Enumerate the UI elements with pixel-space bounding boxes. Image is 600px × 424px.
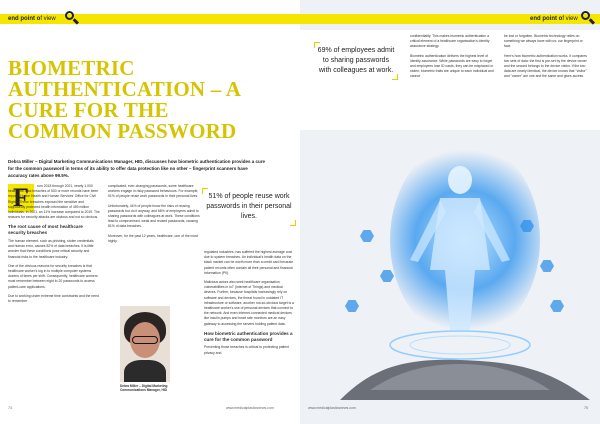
rcol2-paragraph-1: be lost or forgotten. Biometric technology relies on something we always have with us: our fingerprint or face. — [504, 34, 583, 49]
brand-suffix: f view — [40, 16, 56, 22]
col1-paragraph-3: One of the obvious reasons for security breaches is that healthcare worker's log in to multiple computer systems dozens of times per shift. Consequently, healthcare workers must remember between eight to 20 passwords to access patient-care applications. — [8, 263, 98, 289]
column-2 — [108, 184, 200, 248]
col1-paragraph-4: Due to working under extreme time constraints and the need to remember — [8, 293, 99, 304]
brand-prefix: end point o — [8, 16, 41, 22]
col3-paragraph-3: Preventing those breaches is critical to protecting patient privacy and — [204, 345, 290, 355]
rcol1-paragraph-2: Biometric authentication delivers the highest level of identity assurance. While passwords are easy to forget and employees lose ID cards, they can be misplaced or stolen; biometric traits are unique to each individual and cannot — [410, 53, 494, 79]
magnifier-icon — [64, 10, 80, 26]
right-column-1 — [410, 34, 494, 84]
drop-cap: F — [8, 184, 34, 212]
article-title: BIOMETRIC AUTHENTICATION – A CURE FOR THE COMMON PASSWORD — [8, 56, 240, 143]
col2-paragraph-1: complicated, ever-changing passwords, some healthcare workers engage in risky password behaviours. For example, 51% of people reuse work passwords in their personal lives. — [108, 184, 199, 199]
col3-paragraph-2: Malicious actors also seek healthcare organisation vulnerabilities in IoT (Internet of Things) and medical devices. Further, because hospitals increasingly rely on software and devices, the threat found in outdated IT infrastructure or software, another not-so-obvious target is a healthcare worker's use of personal devices that connect to the network. And even Internet-connected medical devices like insulin pumps and heart rate monitors are an easy gateway to accessing the servers holding patient data. — [204, 280, 294, 326]
rcol1-paragraph-1: confidentiality. This makes biometric authentication a critical element of a healthcare organisation's identity assurance strategy. — [410, 34, 490, 49]
brand-prefix-right: end point o — [530, 16, 563, 22]
body-hologram-icon — [300, 120, 600, 400]
photo-caption: Debra Miller – Digital Marketing Communications Manager, HID — [120, 384, 168, 393]
pull-quote-2-text: 69% of employees admit to sharing passwords with colleagues at work. — [317, 47, 395, 74]
pull-quote-1 — [204, 192, 294, 222]
rcol2-paragraph-2: Here's how biometric authentication works. It compares two sets of data: the first is pre-set by the device owner and the second belongs to the device visitor. If the two data are nearly identical, the device knows that "visitor" and "owner" are one and the same and gives access — [504, 53, 587, 79]
col2-paragraph-3: Moreover, for the past 12 years, healthcare, one of the most highly — [108, 233, 198, 243]
col1-paragraph-1: rom 2018 through 2021, nearly 1,000 healthcare data breaches of 500 or more records have been reported to the Health and Human Services' Office for Civil Rights. These breaches exposed the sensitive and supposedly protected health information of 459 million individuals. In 2021, an 11% increase compared to 2019. The reasons for security attacks are obvious and not so obvious. — [8, 184, 100, 220]
pull-quote-1-text: 51% of people reuse work passwords in their personal lives. — [206, 193, 292, 220]
left-page-url: www.medicalplasticsnews.com — [226, 406, 274, 410]
column-3 — [204, 250, 294, 360]
right-column-2 — [504, 34, 590, 84]
brand-label — [8, 14, 56, 24]
col2-paragraph-2: Unfortunately, 44% of people know the risks of reusing passwords but do it anyway, and 66% of employees admit to sharing passwords with colleagues at work. These conditions lead to compromised, weak and reused passwords, causing 81% of data breaches. — [108, 203, 200, 229]
brand-label-right — [530, 14, 578, 24]
brand-suffix-right: f view — [562, 16, 578, 22]
author-photo — [120, 306, 170, 382]
col1-paragraph-2: The human element, such as phishing, stolen credentials and human error, causes 82% of data breaches. It is little wonder that these conditions pose critical security and financial risks to the healthcare industry. — [8, 239, 94, 259]
article-standfirst: Debra Miller – Digital Marketing Communications Manager, HID, discusses how biometric authentication provides a cure for the common password in terms of its ability to offer data protection like no other – fingerprint scanners have accuracy rates above 99.5%. — [8, 159, 266, 178]
right-page-number: 75 — [584, 406, 588, 410]
magnifier-icon-right — [580, 10, 596, 26]
left-page-number: 74 — [8, 406, 12, 410]
hero-image — [300, 120, 600, 400]
right-page-url: www.medicalplasticsnews.com — [308, 406, 356, 410]
pull-quote-2 — [316, 46, 396, 76]
col1-subheading: The root cause of most healthcare security breaches — [8, 224, 83, 236]
col3-subheading: How biometric authentication provides a cure for the common password — [204, 330, 293, 342]
col3-paragraph-1: regulated industries, has suffered the highest average cost due to system breaches. An individual's health data on the black market can be worth more than a credit card because patient records often contain all their personal and financial information (PII). — [204, 250, 294, 275]
column-1 — [8, 184, 100, 308]
